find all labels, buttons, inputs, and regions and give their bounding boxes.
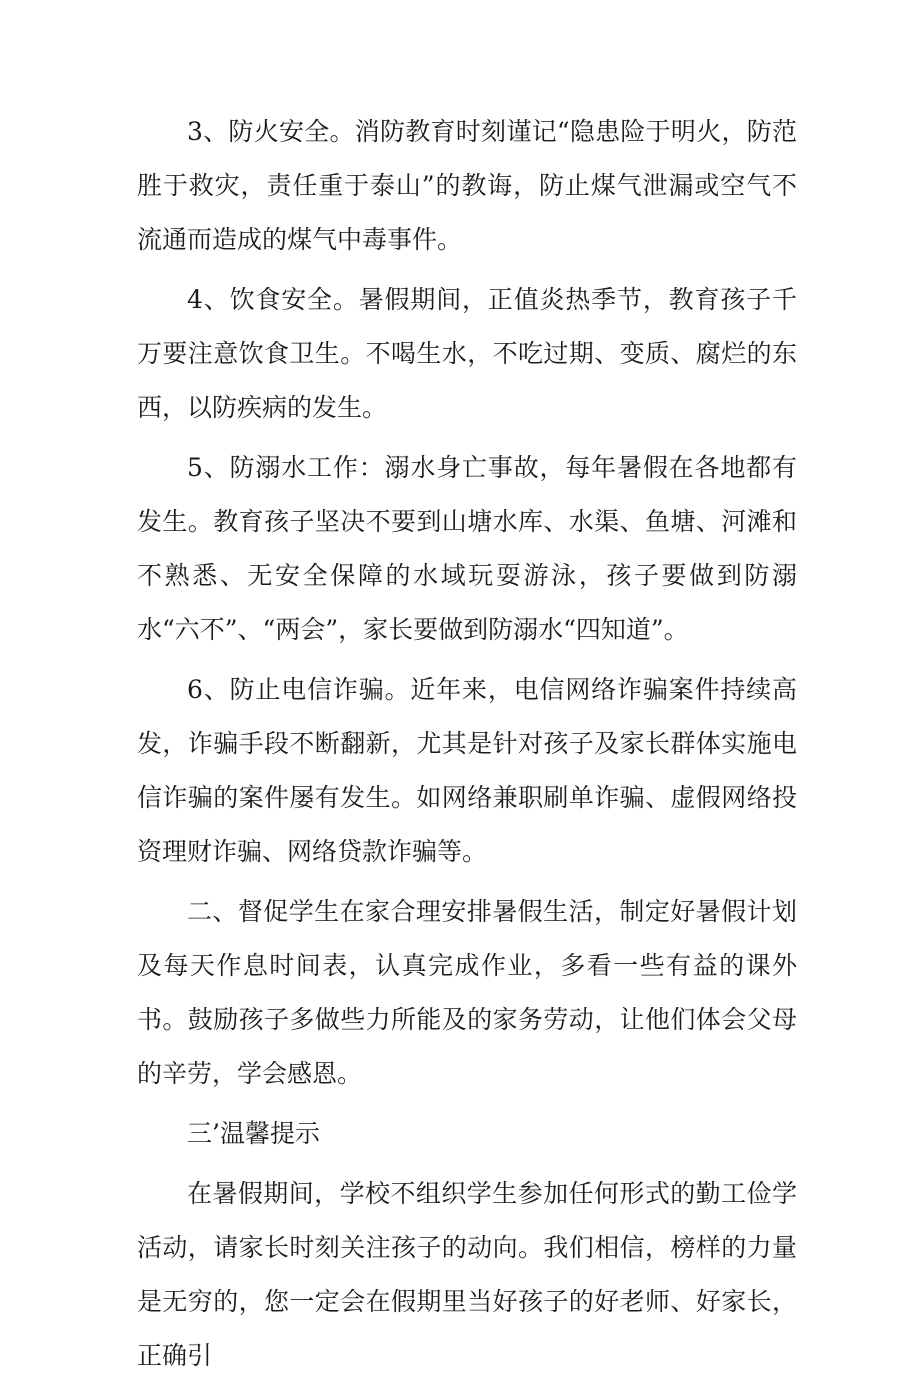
section-heading-reminder: 三’温馨提示 [187, 1119, 320, 1148]
paragraph-telecom-fraud: 6、防止电信诈骗。近年来，电信网络诈骗案件持续高发，诈骗手段不断翻新，尤其是针对孩子及家长群体实施电信诈骗的案件屡有发生。如网络兼职刷单诈骗、虚假网络投资理财诈骗、网络贷款诈骗等。 [137, 675, 797, 866]
paragraph-drowning-prevention: 5、防溺水工作：溺水身亡事故，每年暑假在各地都有发生。教育孩子坚决不要到山塘水库、水渠、鱼塘、河滩和不熟悉、无安全保障的水域玩耍游泳，孩子要做到防溺水“六不”、“两会”，家长要做到防溺水“四知道”。 [137, 453, 797, 644]
paragraph-reminder: 在暑假期间，学校不组织学生参加任何形式的勤工俭学活动，请家长时刻关注孩子的动向。我们相信，榜样的力量是无穷的，您一定会在假期里当好孩子的好老师、好家长，正确引 [137, 1179, 797, 1370]
paragraph-fire-safety: 3、防火安全。消防教育时刻谨记“隐患险于明火，防范胜于救灾，责任重于泰山”的教诲，防止煤气泄漏或空气不流通而造成的煤气中毒事件。 [137, 117, 797, 254]
document-body [137, 105, 797, 1389]
paragraph-food-safety: 4、饮食安全。暑假期间，正值炎热季节，教育孩子千万要注意饮食卫生。不喝生水，不吃过期、变质、腐烂的东西，以防疾病的发生。 [137, 285, 797, 422]
paragraph-summer-plan: 二、督促学生在家合理安排暑假生活，制定好暑假计划及每天作息时间表，认真完成作业，多看一些有益的课外书。鼓励孩子多做些力所能及的家务劳动，让他们体会父母的辛劳，学会感恩。 [137, 897, 797, 1088]
